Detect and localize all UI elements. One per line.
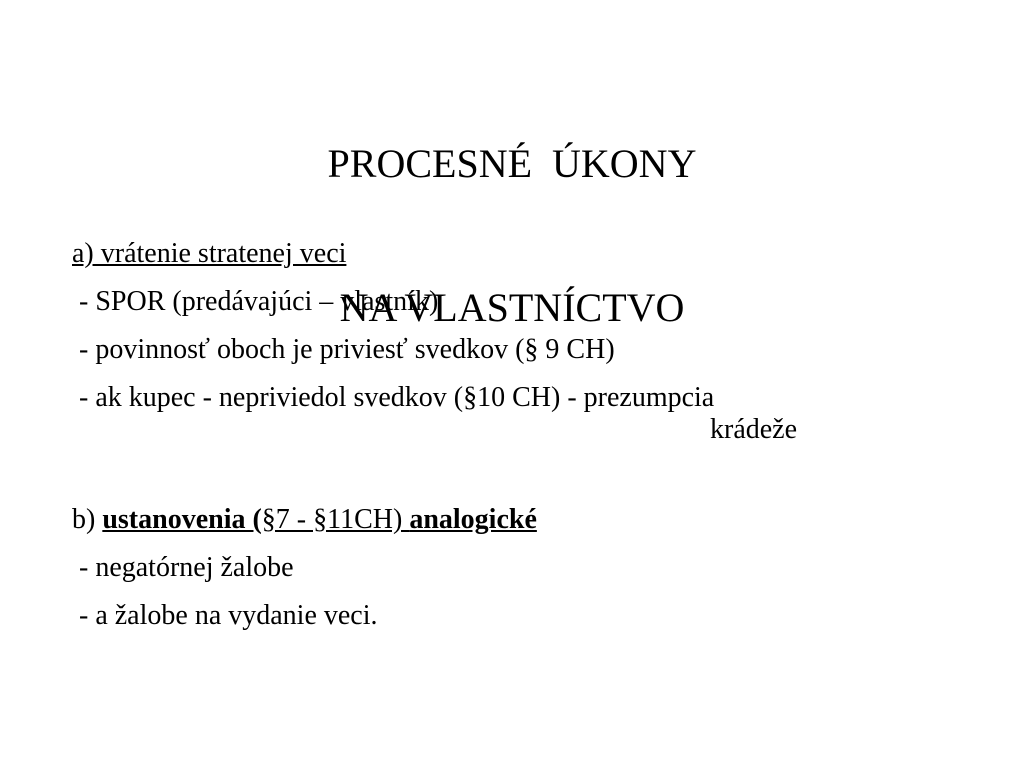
section-a-item-2: - povinnosť oboch je priviesť svedkov (§ 9 CH) — [72, 334, 615, 365]
section-a-heading: a) vrátenie stratenej veci — [72, 238, 347, 269]
section-b-heading — [72, 496, 972, 544]
slide-body — [72, 230, 972, 640]
section-a-item-3: - ak kupec - nepriviedol svedkov (§10 CH) - prezumpcia — [72, 382, 715, 413]
slide-title-line-2: NA VLASTNÍCTVO — [339, 285, 685, 330]
section-gap — [72, 448, 972, 496]
section-a-item-3-continuation — [72, 412, 972, 448]
section-a-item-1: - SPOR (predávajúci – vlastník) — [72, 286, 439, 317]
section-b-item-1: - negatórnej žalobe — [72, 552, 294, 583]
slide-title-line-1: PROCESNÉ ÚKONY — [327, 141, 697, 186]
section-b-item-2: - a žalobe na vydanie veci. — [72, 600, 378, 631]
section-a-item-3-continuation-text: krádeže — [710, 414, 798, 445]
section-b-underlined-2: analogické — [409, 504, 537, 535]
section-b-middle: §7 - §11CH) — [261, 504, 410, 535]
section-b-prefix: b) — [72, 504, 103, 535]
section-b-underlined-1: ustanovenia ( — [102, 504, 262, 535]
